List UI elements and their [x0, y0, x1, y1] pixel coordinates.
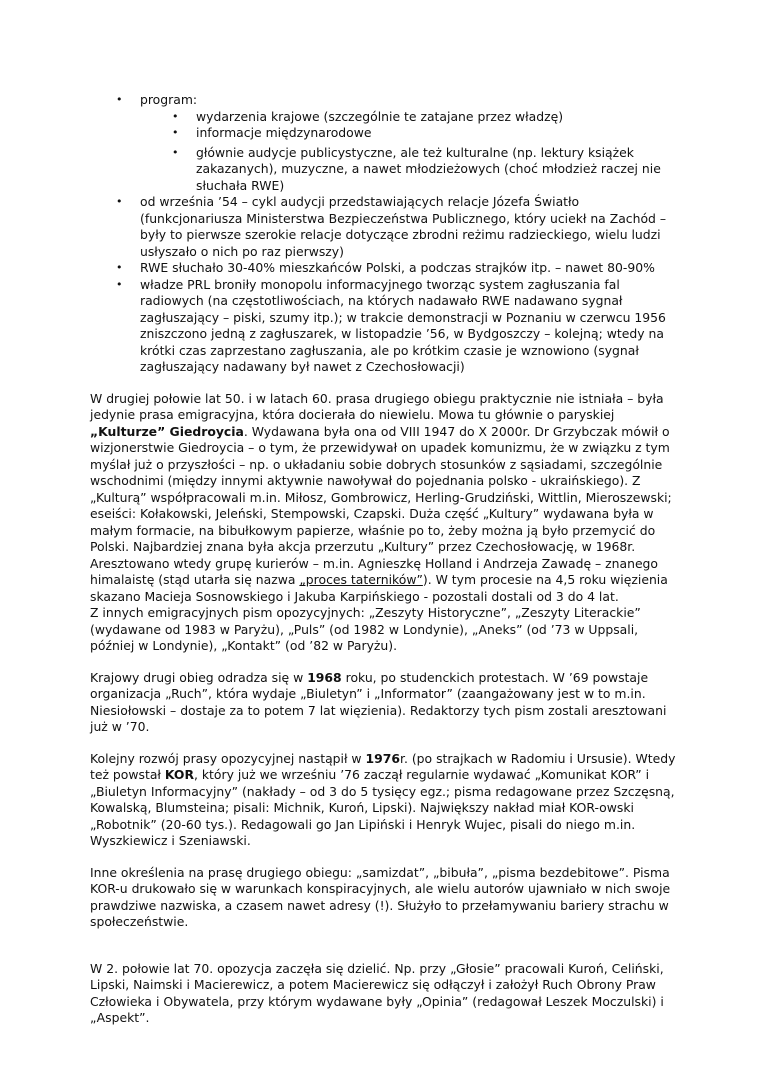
- paragraph-text: roku, po studenckich protestach. W ’69 powstaje organizacja „Ruch”, która wydaje „Biuletyn” i „Informator” (zaangażowany jest w to m.in. Niesiołowski – dostaje za to potem 7 lat więzienia). Redaktorzy tych pism zostali aresztowani już w ’70.: [90, 669, 667, 734]
- list-item-text: władze PRL broniły monopolu informacyjnego tworząc system zagłuszania fal radiowych (na częstotliwościach, na których nadawało RWE nadawano sygnał zagłuszający – piski, szumy itp.); w trakcie demonstracji w Poznaniu w czerwcu 1956 zniszczono jedną z zagłuszarek, w listopadzie ’56, w Bydgoszczy – kolejną; wtedy na krótki czas zaprzestano zagłuszania, ale po krótkim czasie je wznowiono (sygnał zagłuszający nadawany był nawet z Czechosłowacji): [140, 276, 666, 374]
- paragraph-text: W drugiej połowie lat 50. i w latach 60. prasa drugiego obiegu praktycznie nie istniała – była jedynie prasa emigracyjna, która docierała do niewielu. Mowa tu głównie o paryskiej: [90, 390, 664, 422]
- bullet-icon: •: [116, 93, 123, 106]
- bullet-icon: •: [172, 145, 179, 159]
- list-item-text: od września ’54 – cykl audycji przedstawiających relacje Józefa Światło (funkcjonariusza Ministerstwa Bezpieczeństwa Publicznego, który uciekł na Zachód – były to pierwsze szerokie relacje dotyczące zbrodni reżimu radzieckiego, wielu ludzi usłyszało o nich po raz pierwszy): [140, 194, 667, 259]
- underlined-link[interactable]: „proces taterników”: [299, 572, 423, 587]
- sub-list-item: [90, 109, 680, 126]
- paragraph-text: r. (po strajkach w Radomiu i Ursusie). Wtedy też powstał: [90, 750, 676, 782]
- list-item: [90, 260, 680, 277]
- bold-text: 1968: [307, 669, 342, 685]
- sub-list-item-text: informacje międzynarodowe: [196, 125, 372, 140]
- paragraph-text: , który już we wrześniu ’76 zaczął regularnie wydawać „Komunikat KOR” i „Biuletyn Informacyjny” (nakłady – od 3 do 5 tysięcy egz.; pisma redagowane przez Szczęsną, Kowalską, Blumsteina; pisali: Michnik, Kuroń, Lipski). Największy nakład miał KOR-owski „Robotnik” (20-60 tys.). Redagowali go Jan Lipiński i Henryk Wujec, pisali do niego m.in. Wyszkiewicz i Szeniawski.: [90, 767, 675, 848]
- bold-text: KOR: [164, 767, 194, 782]
- paragraph-text: Krajowy drugi obieg odradza się w: [90, 669, 308, 685]
- bullet-icon: •: [116, 261, 123, 274]
- paragraph-1976: [90, 751, 680, 850]
- paragraph-samizdat: Inne określenia na prasę drugiego obiegu: „samizdat”, „bibuła”, „pisma bezdebitowe”. Pisma KOR-u drukowało się w warunkach konspiracyjnych, ale wielu autorów ujawniało w nich swoje prawdziwe nazwiska, a czasem nawet adresy (!). Służyło to przełamywaniu bariery strachu w społeczeństwie.: [90, 864, 671, 929]
- paragraph-opozycja: W 2. połowie lat 70. opozycja zaczęła się dzielić. Np. przy „Głosie” pracowali Kuroń, Celiński, Lipski, Naimski i Macierewicz, a potem Macierewicz się odłączył i założył Ruch Obrony Praw Człowieka i Obywatela, przy którym wydawane były „Opinia” (redagował Leszek Moczulski) i „Aspekt”.: [90, 960, 664, 1025]
- paragraph-text: Kolejny rozwój prasy opozycyjnej nastąpił w: [90, 750, 366, 766]
- list-item-text: program:: [140, 92, 198, 107]
- bullet-icon: •: [116, 195, 123, 208]
- list-item-text: RWE słuchało 30-40% mieszkańców Polski, a podczas strajków itp. – nawet 80-90%: [140, 260, 655, 275]
- paragraph-text: Z innych emigracyjnych pism opozycyjnych: „Zeszyty Historyczne”, „Zeszyty Literackie” (wydawane od 1983 w Paryżu), „Puls” (od 1982 w Londynie), „Aneks” (od ’73 w Uppsali, później w Londynie), „Kontakt” (od ’82 w Paryżu).: [90, 605, 641, 653]
- paragraph-text: . Wydawana była ona od VIII 1947 do X 2000r. Dr Grzybczak mówił o wizjonerstwie Giedroycia – o tym, że przewidywał on upadek komunizmu, że w związku z tym myślał już o przyszłości – np. o układaniu sobie dobrych stosunków z sąsiadami, szczególnie wschodnimi (między innymi aktywnie nawoływał do pojednania polsko - ukraińskiego). Z „Kulturą” współpracowali m.in. Miłosz, Gombrowicz, Herling-Grudziński, Wittlin, Mieroszewski; eseiści: Kołakowski, Jeleński, Stempowski, Czapski. Duża część „Kultury” wydawana była w małym formacie, na bibułkowym papierze, właśnie po to, żeby można ją było przemycić do Polski. Najbardziej znana była akcja przerzutu „Kultury” przez Czechosłowację, w 1968r. Aresztowano wtedy grupę kurierów – m.in. Agnieszkę Holland i Andrzeja Zawadę – znanego himalaistę (stąd utarła się nazwa: [90, 423, 672, 587]
- list-item: [90, 277, 680, 376]
- list-item-program: [90, 92, 680, 109]
- paragraph-text: ). W tym procesie na 4,5 roku więzienia skazano Macieja Sosnowskiego i Jakuba Karpińskiego - pozostali dostali od 3 do 4 lat.: [90, 572, 668, 604]
- bold-text: 1976: [365, 750, 401, 766]
- paragraph-1968: [90, 670, 680, 736]
- sub-list-item-text: głównie audycje publicystyczne, ale też kulturalne (np. lektury książek zakazanych), muzyczne, a nawet młodzieżowych (choć młodzież raczej nie słuchała RWE): [196, 144, 661, 193]
- bold-text: „Kulturze” Giedroycia: [90, 423, 244, 439]
- paragraph-kultura: [90, 391, 680, 655]
- sub-list-item-text: wydarzenia krajowe (szczególnie te zatajane przez władzę): [196, 108, 564, 124]
- bullet-icon: •: [172, 126, 179, 139]
- document-page: [90, 92, 680, 1027]
- bullet-icon: •: [116, 277, 123, 291]
- list-item: [90, 194, 680, 260]
- sub-list-item: [90, 125, 680, 142]
- bullet-icon: •: [172, 109, 179, 123]
- sub-list-item: [90, 145, 680, 195]
